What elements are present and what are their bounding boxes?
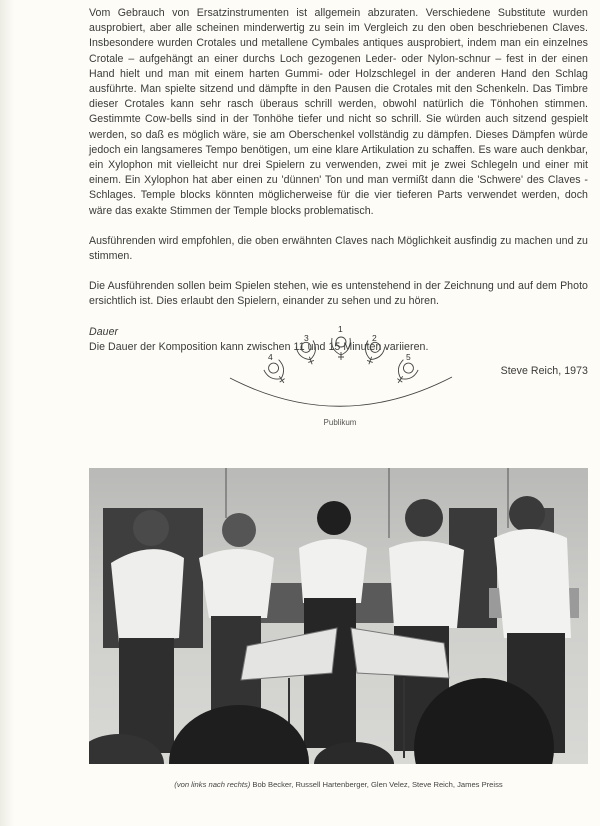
performer-arrangement-diagram xyxy=(220,315,460,435)
page-edge-shadow xyxy=(0,0,14,826)
duration-heading: Dauer xyxy=(89,325,119,338)
paragraph-substitutes: Vom Gebrauch von Ersatzinstrumenten ist allgemein abzuraten. Verschiedene Substitute wurden ausprobiert, aber alle scheinen minderwertig zu sein im Vergleich zu den oben beschriebenen Claves. Insbesondere wurden Crotales und metallene Cymbales antiques ausprobiert, indem man ein einzelnes Crotale – aufgehängt an einer durchs Loch gezogenen Leder- oder Nylon-schnur – fest in der einen Hand hielt und man mit einem harten Gummi- oder Holzschlegel in der anderen Hand den Schlag ausführte. Man spielte sitzend und dämpfte in den Pausen die Crotales mit den Schenkeln. Das Timbre dieser Crotales kann sehr rasch überaus schrill werden, obwohl natürlich die Tönhohen stimmen. Gestimmte Cow-bells sind in der Tonhöhe tiefer und nicht so schrill. Sie würden auch sitzend gespielt werden, so daß es möglich wäre, sie am Oberschenkel vollständig zu dämpfen. Dieses Dämpfen würde jedoch ein langsameres Tempo benötigen, um eine klare Artikulation zu schaffen. Es ware auch denkbar, ein Xylophon mit vielleicht nur drei Spielern zu verwenden, zwei mit je zwei Schlegeln und einer mit einem. Ein Xylophon hat aber einen zu 'dünnen' Ton und man vermißt dann die 'Schwere' des Claves - Schlages. Temple blocks könnten möglicherweise für die vier tieferen Parts verwendet werden, doch wäre das exakte Stimmen der Temple blocks problematisch. xyxy=(89,7,588,217)
paragraph-claves-recommendation: Ausführenden wird empfohlen, die oben erwähnten Claves nach Möglichkeit ausfindig zu machen und zu stimmen. xyxy=(89,234,588,263)
performer-number-1: 1 xyxy=(338,324,343,334)
duration-text: Die Dauer der Komposition kann zwischen 11 und 15 Minuten variieren. xyxy=(89,340,429,353)
paragraph-standing: Die Ausführenden sollen beim Spielen stehen, wie es untenstehend in der Zeichnung und auf dem Photo ersichtlich ist. Dies erlaubt den Spielern, einander zu sehen und zu hören. xyxy=(89,280,588,308)
audience-label: Publikum xyxy=(323,418,357,427)
caption-prefix: (von links nach rechts) xyxy=(174,780,251,789)
performer-number-4: 4 xyxy=(268,352,273,362)
photo-caption xyxy=(89,780,588,789)
performer-number-5: 5 xyxy=(406,352,411,362)
stage-diagram-icon xyxy=(220,315,460,415)
photo-image xyxy=(89,468,588,764)
performers-photo xyxy=(89,468,588,764)
audience-arc xyxy=(230,377,452,406)
performer-number-2: 2 xyxy=(372,333,377,343)
signature: Steve Reich, 1973 xyxy=(500,365,588,378)
performer-number-3: 3 xyxy=(304,333,309,343)
caption-names: Bob Becker, Russell Hartenberger, Glen Velez, Steve Reich, James Preiss xyxy=(252,780,503,789)
